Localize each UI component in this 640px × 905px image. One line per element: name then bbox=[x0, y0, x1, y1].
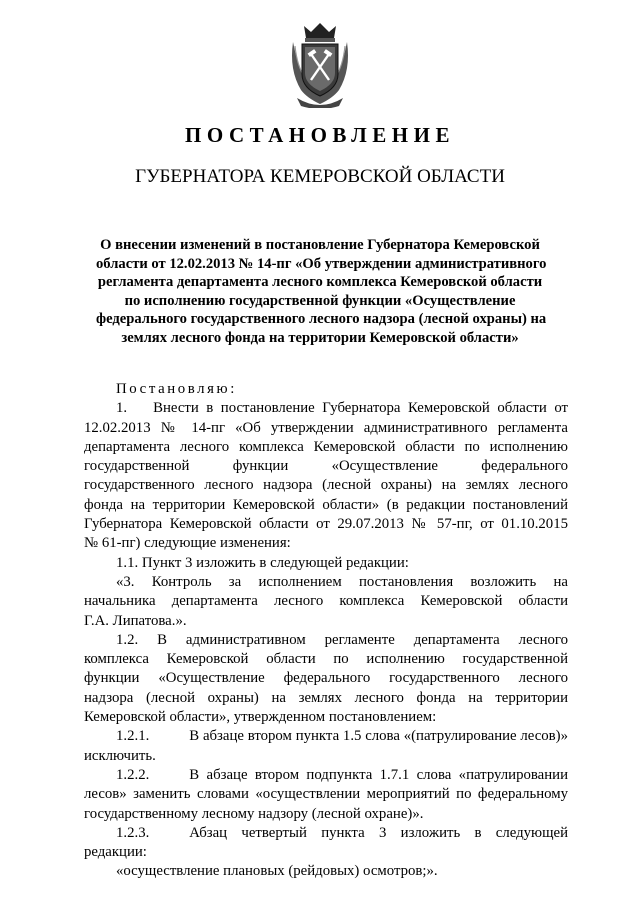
paragraph-1-2-2-line: государственному лесному надзору (лесной охране)». bbox=[84, 805, 424, 822]
paragraph-1-line: Губернатора Кемеровской области от 29.07.2013 № 57-пг, от 01.10.2015 bbox=[84, 516, 568, 533]
paragraph-1-line: № 61-пг) следующие изменения: bbox=[84, 535, 291, 552]
document-title: ПОСТАНОВЛЕНИЕ bbox=[185, 123, 455, 147]
paragraph-1-2-2-line: 1.2.2. В абзаце втором подпункта 1.7.1 слова «патрулировании bbox=[116, 766, 568, 783]
paragraph-1-2-line: надзора (лесной охраны) на землях лесного фонда на территории bbox=[84, 689, 568, 706]
subject-line: области от 12.02.2013 № 14-пг «Об утверждении административного bbox=[96, 255, 547, 272]
paragraph-1-line: 1. Внести в постановление Губернатора Кемеровской области от bbox=[116, 400, 568, 417]
subject-line: землях лесного фонда на территории Кемеровской области» bbox=[121, 329, 519, 346]
paragraph-1-line: департамента лесного комплекса Кемеровской области по исполнению bbox=[84, 438, 568, 455]
quote-3-line: «3. Контроль за исполнением постановления возложить на bbox=[116, 573, 568, 590]
quote-3-line: Г.А. Липатова.». bbox=[84, 612, 187, 629]
paragraph-1-2-1-line: исключить. bbox=[84, 747, 156, 764]
subject-line: по исполнению государственной функции «Осуществление bbox=[124, 292, 516, 309]
subject-line: федерального государственного лесного надзора (лесной охраны) на bbox=[96, 311, 547, 327]
paragraph-1-line: фонда на территории Кемеровской области» (в редакции постановлений bbox=[84, 496, 568, 513]
decree-word: Постановляю: bbox=[116, 381, 237, 397]
paragraph-1-2-line: комплекса Кемеровской области по исполнению государственной bbox=[84, 651, 568, 668]
paragraph-1-line: государственного лесного надзора (лесной охраны) на землях лесного bbox=[84, 477, 568, 494]
paragraph-1-line: 12.02.2013 № 14-пг «Об утверждении административного регламента bbox=[84, 419, 568, 436]
paragraph-1-2-2-line: лесов» заменить словами «осуществлении мероприятий по федеральному bbox=[84, 786, 568, 803]
document-body bbox=[84, 380, 568, 882]
paragraph-1-2-1-line: 1.2.1. В абзаце втором пункта 1.5 слова «(патрулирование лесов)» bbox=[116, 728, 568, 745]
paragraph-1-line: государственной функции «Осуществление федерального bbox=[84, 458, 568, 475]
paragraph-1-2-line: 1.2. В административном регламенте департамента лесного bbox=[116, 631, 568, 648]
paragraph-1-2-line: Кемеровской области», утвержденном постановлением: bbox=[84, 709, 437, 726]
quote-3-line: начальника департамента лесного комплекса Кемеровской области bbox=[84, 593, 568, 610]
issuer-heading: ГУБЕРНАТОРА КЕМЕРОВСКОЙ ОБЛАСТИ bbox=[135, 166, 505, 187]
subject-line: О внесении изменений в постановление Губернатора Кемеровской bbox=[100, 237, 540, 253]
document-subject bbox=[96, 236, 547, 347]
subject-line: регламента департамента лесного комплекса Кемеровской области bbox=[97, 274, 543, 290]
paragraph-1-2-3-line: 1.2.3. Абзац четвертый пункта 3 изложить в следующей bbox=[116, 824, 568, 841]
paragraph-1-1: 1.1. Пункт 3 изложить в следующей редакции: bbox=[116, 554, 409, 571]
quoted-replacement-text: «осуществление плановых (рейдовых) осмотров;». bbox=[116, 863, 438, 880]
coat-of-arms-icon bbox=[287, 22, 353, 108]
paragraph-1-2-3-line: редакции: bbox=[84, 844, 147, 861]
paragraph-1-2-line: функции «Осуществление федерального государственного лесного bbox=[84, 670, 568, 687]
